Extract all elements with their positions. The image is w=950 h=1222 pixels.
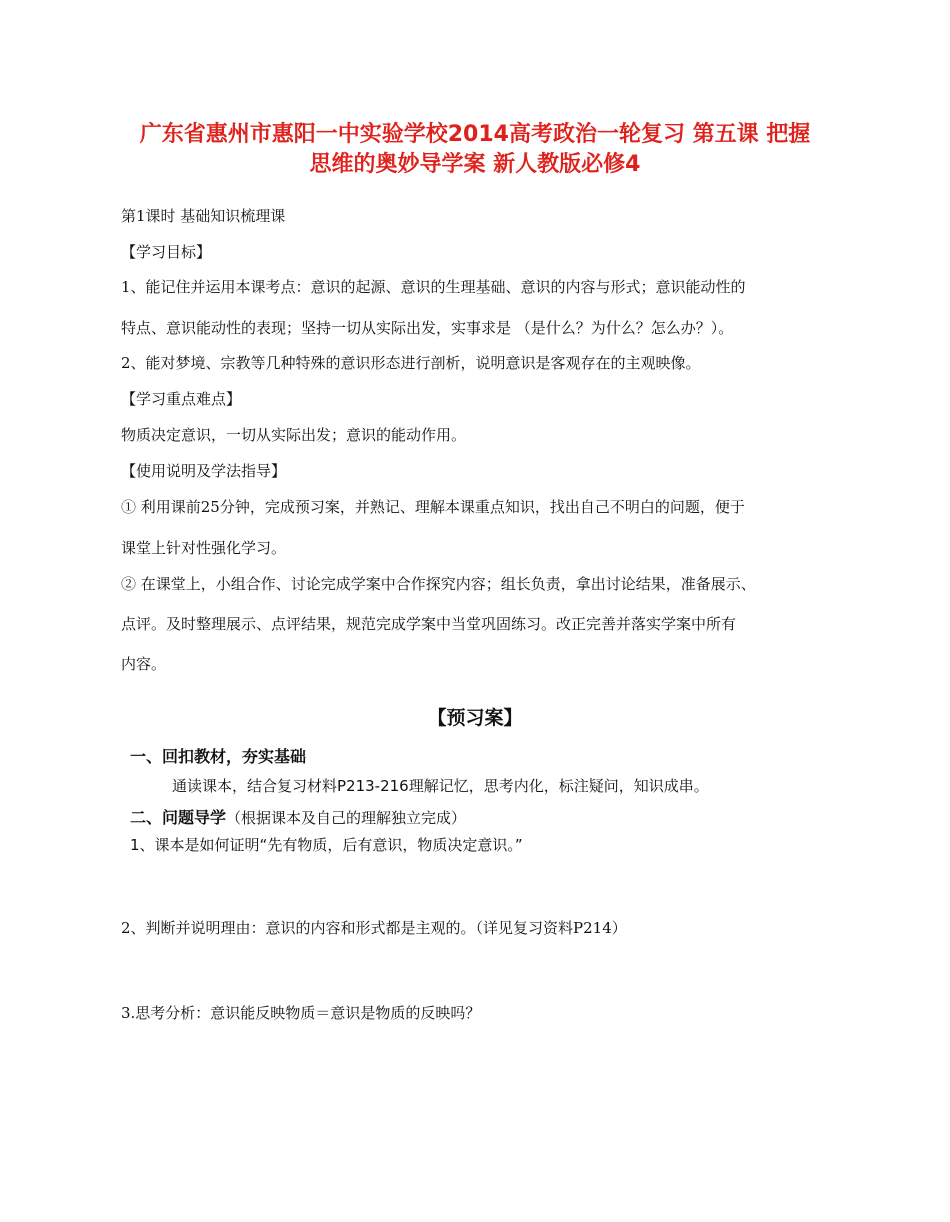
guide-item-2-line-1: ② 在课堂上，小组合作、讨论完成学案中合作探究内容；组长负责，拿出讨论结果，准备展示、 bbox=[121, 575, 756, 593]
goals-heading: 【学习目标】 bbox=[121, 243, 212, 261]
guide-heading: 【使用说明及学法指导】 bbox=[121, 462, 287, 480]
guide-item-2-line-3: 内容。 bbox=[121, 655, 167, 673]
title-line-1: 广东省惠州市惠阳一中实验学校2014高考政治一轮复习 第五课 把握 bbox=[139, 122, 811, 147]
guide-item-1-line-1: ① 利用课前25分钟，完成预习案，并熟记、理解本课重点知识，找出自己不明白的问题，便于 bbox=[121, 498, 745, 516]
goals-item-2: 2、能对梦境、宗教等几种特殊的意识形态进行剖析，说明意识是客观存在的主观映像。 bbox=[121, 354, 701, 372]
section-2-heading bbox=[130, 805, 466, 828]
question-2: 2、判断并说明理由：意识的内容和形式都是主观的。（详见复习资料P214） bbox=[121, 919, 627, 937]
guide-item-2-line-2: 点评。及时整理展示、点评结果，规范完成学案中当堂巩固练习。改正完善并落实学案中所有 bbox=[121, 615, 737, 633]
section-1-title: 一、回扣教材，夯实基础 bbox=[130, 747, 307, 766]
guide-item-1-line-2: 课堂上针对性强化学习。 bbox=[121, 539, 287, 557]
section-2-title: 二、问题导学 bbox=[130, 808, 227, 827]
section-1-text: 通读课本，结合复习材料P213-216理解记忆，思考内化，标注疑问，知识成串。 bbox=[172, 777, 709, 795]
title-line-2: 思维的奥妙导学案 新人教版必修4 bbox=[309, 152, 641, 177]
preview-heading: 【预习案】 bbox=[427, 707, 523, 729]
focus-heading: 【学习重点难点】 bbox=[121, 390, 242, 408]
question-1: 1、课本是如何证明“先有物质，后有意识，物质决定意识。” bbox=[130, 836, 523, 854]
question-3: 3.思考分析：意识能反映物质＝意识是物质的反映吗？ bbox=[121, 1004, 481, 1022]
goals-item-1-line-2: 特点、意识能动性的表现；坚持一切从实际出发，实事求是 （是什么？为什么？怎么办？）。 bbox=[121, 319, 734, 337]
focus-text: 物质决定意识，一切从实际出发；意识的能动作用。 bbox=[121, 426, 467, 444]
lesson-label: 第1课时 基础知识梳理课 bbox=[121, 207, 286, 225]
goals-item-1-line-1: 1、能记住并运用本课考点：意识的起源、意识的生理基础、意识的内容与形式；意识能动性的 bbox=[121, 278, 746, 296]
section-2-note: （根据课本及自己的理解独立完成） bbox=[226, 809, 467, 827]
